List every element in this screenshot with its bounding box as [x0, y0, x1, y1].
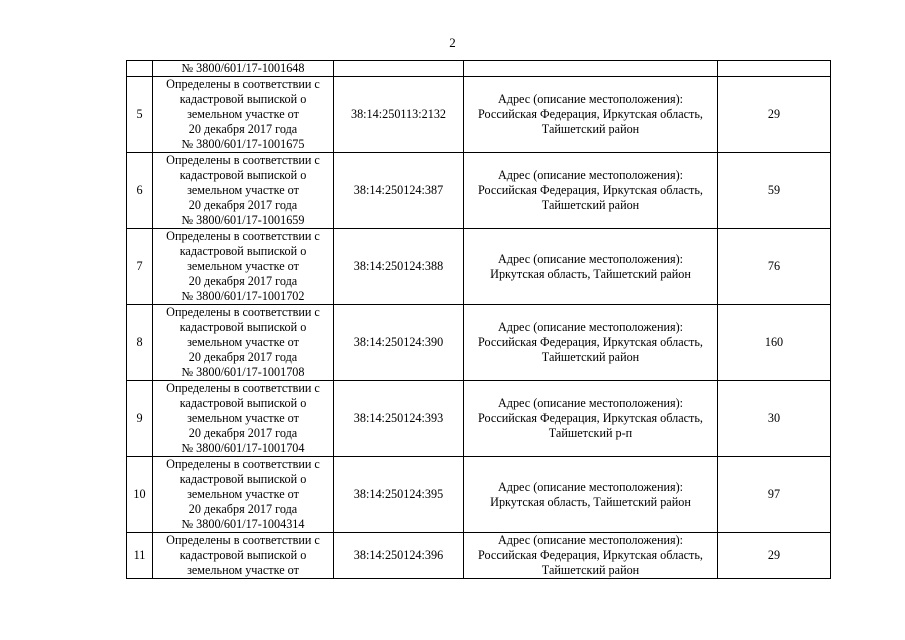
basis-line: № 3800/601/17-1001659: [181, 213, 305, 227]
basis-line: № 3800/601/17-1001675: [181, 137, 305, 151]
basis-cell: [153, 229, 334, 305]
address-cell: [464, 61, 718, 77]
cadastral-number-cell: 38:14:250124:393: [334, 381, 464, 457]
cadastral-number-cell: 38:14:250113:2132: [334, 77, 464, 153]
address-cell: [464, 229, 718, 305]
area-cell: 30: [718, 381, 831, 457]
table-row: [127, 153, 831, 229]
basis-line: Определены в соответствии с: [166, 77, 320, 91]
address-line: Иркутская область, Тайшетский район: [490, 494, 691, 509]
basis-cell: [153, 457, 334, 533]
basis-line: № 3800/601/17-1001702: [181, 289, 305, 303]
address-line: Адрес (описание местоположения):: [497, 251, 684, 266]
basis-line: кадастровой выпиской о: [179, 320, 307, 334]
address-line: Тайшетский район: [541, 563, 640, 577]
basis-line: № 3800/601/17-1001648: [181, 61, 305, 75]
cadastral-number-cell: 38:14:250124:390: [334, 305, 464, 381]
basis-line: 20 декабря 2017 года: [188, 426, 298, 440]
table-row: [127, 457, 831, 533]
basis-cell: [153, 61, 334, 77]
basis-line: земельном участке от: [187, 487, 299, 501]
area-cell: 76: [718, 229, 831, 305]
basis-cell: [153, 153, 334, 229]
address-line: Адрес (описание местоположения):: [497, 396, 684, 410]
address-cell: [464, 305, 718, 381]
basis-line: № 3800/601/17-1001704: [181, 441, 305, 455]
address-line: Адрес (описание местоположения):: [497, 92, 684, 106]
basis-cell: [153, 77, 334, 153]
address-line: Российская Федерация, Иркутская область,: [478, 107, 703, 121]
address-cell: [464, 153, 718, 229]
basis-line: Определены в соответствии с: [166, 533, 320, 547]
address-line: Тайшетский район: [541, 122, 640, 136]
address-line: Тайшетский р-п: [548, 426, 633, 440]
table-row: [127, 77, 831, 153]
address-line: Российская Федерация, Иркутская область,: [478, 411, 703, 425]
basis-line: 20 декабря 2017 года: [188, 274, 298, 288]
address-cell: [464, 381, 718, 457]
row-number-cell: 5: [127, 77, 153, 153]
address-cell: [464, 457, 718, 533]
table-row: [127, 533, 831, 579]
address-line: Российская Федерация, Иркутская область,: [478, 548, 703, 562]
basis-line: земельном участке от: [187, 563, 299, 577]
basis-line: 20 декабря 2017 года: [188, 502, 298, 516]
cadastral-number-cell: 38:14:250124:388: [334, 229, 464, 305]
basis-cell: [153, 381, 334, 457]
cadastral-number-cell: 38:14:250124:395: [334, 457, 464, 533]
table-row: [127, 305, 831, 381]
cadastral-number-cell: 38:14:250124:396: [334, 533, 464, 579]
area-cell: [718, 61, 831, 77]
basis-line: Определены в соответствии с: [166, 457, 320, 471]
basis-line: № 3800/601/17-1004314: [181, 517, 305, 531]
basis-line: 20 декабря 2017 года: [188, 122, 298, 136]
land-plots-table: [126, 60, 831, 579]
row-number-cell: 6: [127, 153, 153, 229]
address-line: Адрес (описание местоположения):: [497, 533, 684, 547]
page-number: 2: [449, 35, 456, 50]
basis-line: кадастровой выпиской о: [179, 244, 307, 258]
address-line: Иркутская область, Тайшетский район: [490, 266, 691, 281]
area-cell: 97: [718, 457, 831, 533]
address-cell: [464, 533, 718, 579]
basis-line: 20 декабря 2017 года: [188, 350, 298, 364]
basis-line: Определены в соответствии с: [166, 153, 320, 167]
cadastral-number-cell: 38:14:250124:387: [334, 153, 464, 229]
address-line: Адрес (описание местоположения):: [497, 168, 684, 182]
basis-cell: [153, 305, 334, 381]
address-line: Тайшетский район: [541, 198, 640, 212]
row-number-cell: 7: [127, 229, 153, 305]
row-number-cell: 9: [127, 381, 153, 457]
basis-line: 20 декабря 2017 года: [188, 198, 298, 212]
basis-line: кадастровой выпиской о: [179, 92, 307, 106]
area-cell: 160: [718, 305, 831, 381]
basis-line: земельном участке от: [187, 259, 299, 273]
cadastral-number-cell: [334, 61, 464, 77]
row-number-cell: [127, 61, 153, 77]
row-number-cell: 8: [127, 305, 153, 381]
address-line: Тайшетский район: [541, 350, 640, 364]
basis-line: кадастровой выпиской о: [179, 472, 307, 486]
address-line: Адрес (описание местоположения):: [497, 479, 684, 494]
address-line: Российская Федерация, Иркутская область,: [478, 183, 703, 197]
basis-line: Определены в соответствии с: [166, 229, 320, 243]
address-cell: [464, 77, 718, 153]
area-cell: 29: [718, 77, 831, 153]
basis-line: земельном участке от: [187, 335, 299, 349]
basis-line: кадастровой выпиской о: [179, 396, 307, 410]
row-number-cell: 10: [127, 457, 153, 533]
basis-line: кадастровой выпиской о: [179, 548, 307, 562]
table-row-continuation: [127, 61, 831, 77]
row-number-cell: 11: [127, 533, 153, 579]
basis-cell: [153, 533, 334, 579]
basis-line: № 3800/601/17-1001708: [181, 365, 305, 379]
basis-line: земельном участке от: [187, 107, 299, 121]
area-cell: 59: [718, 153, 831, 229]
address-line: Адрес (описание местоположения):: [497, 320, 684, 334]
basis-line: кадастровой выпиской о: [179, 168, 307, 182]
basis-line: Определены в соответствии с: [166, 305, 320, 319]
basis-line: земельном участке от: [187, 411, 299, 425]
table-row: [127, 381, 831, 457]
table-row: [127, 229, 831, 305]
area-cell: 29: [718, 533, 831, 579]
basis-line: земельном участке от: [187, 183, 299, 197]
address-line: Российская Федерация, Иркутская область,: [478, 335, 703, 349]
basis-line: Определены в соответствии с: [166, 381, 320, 395]
